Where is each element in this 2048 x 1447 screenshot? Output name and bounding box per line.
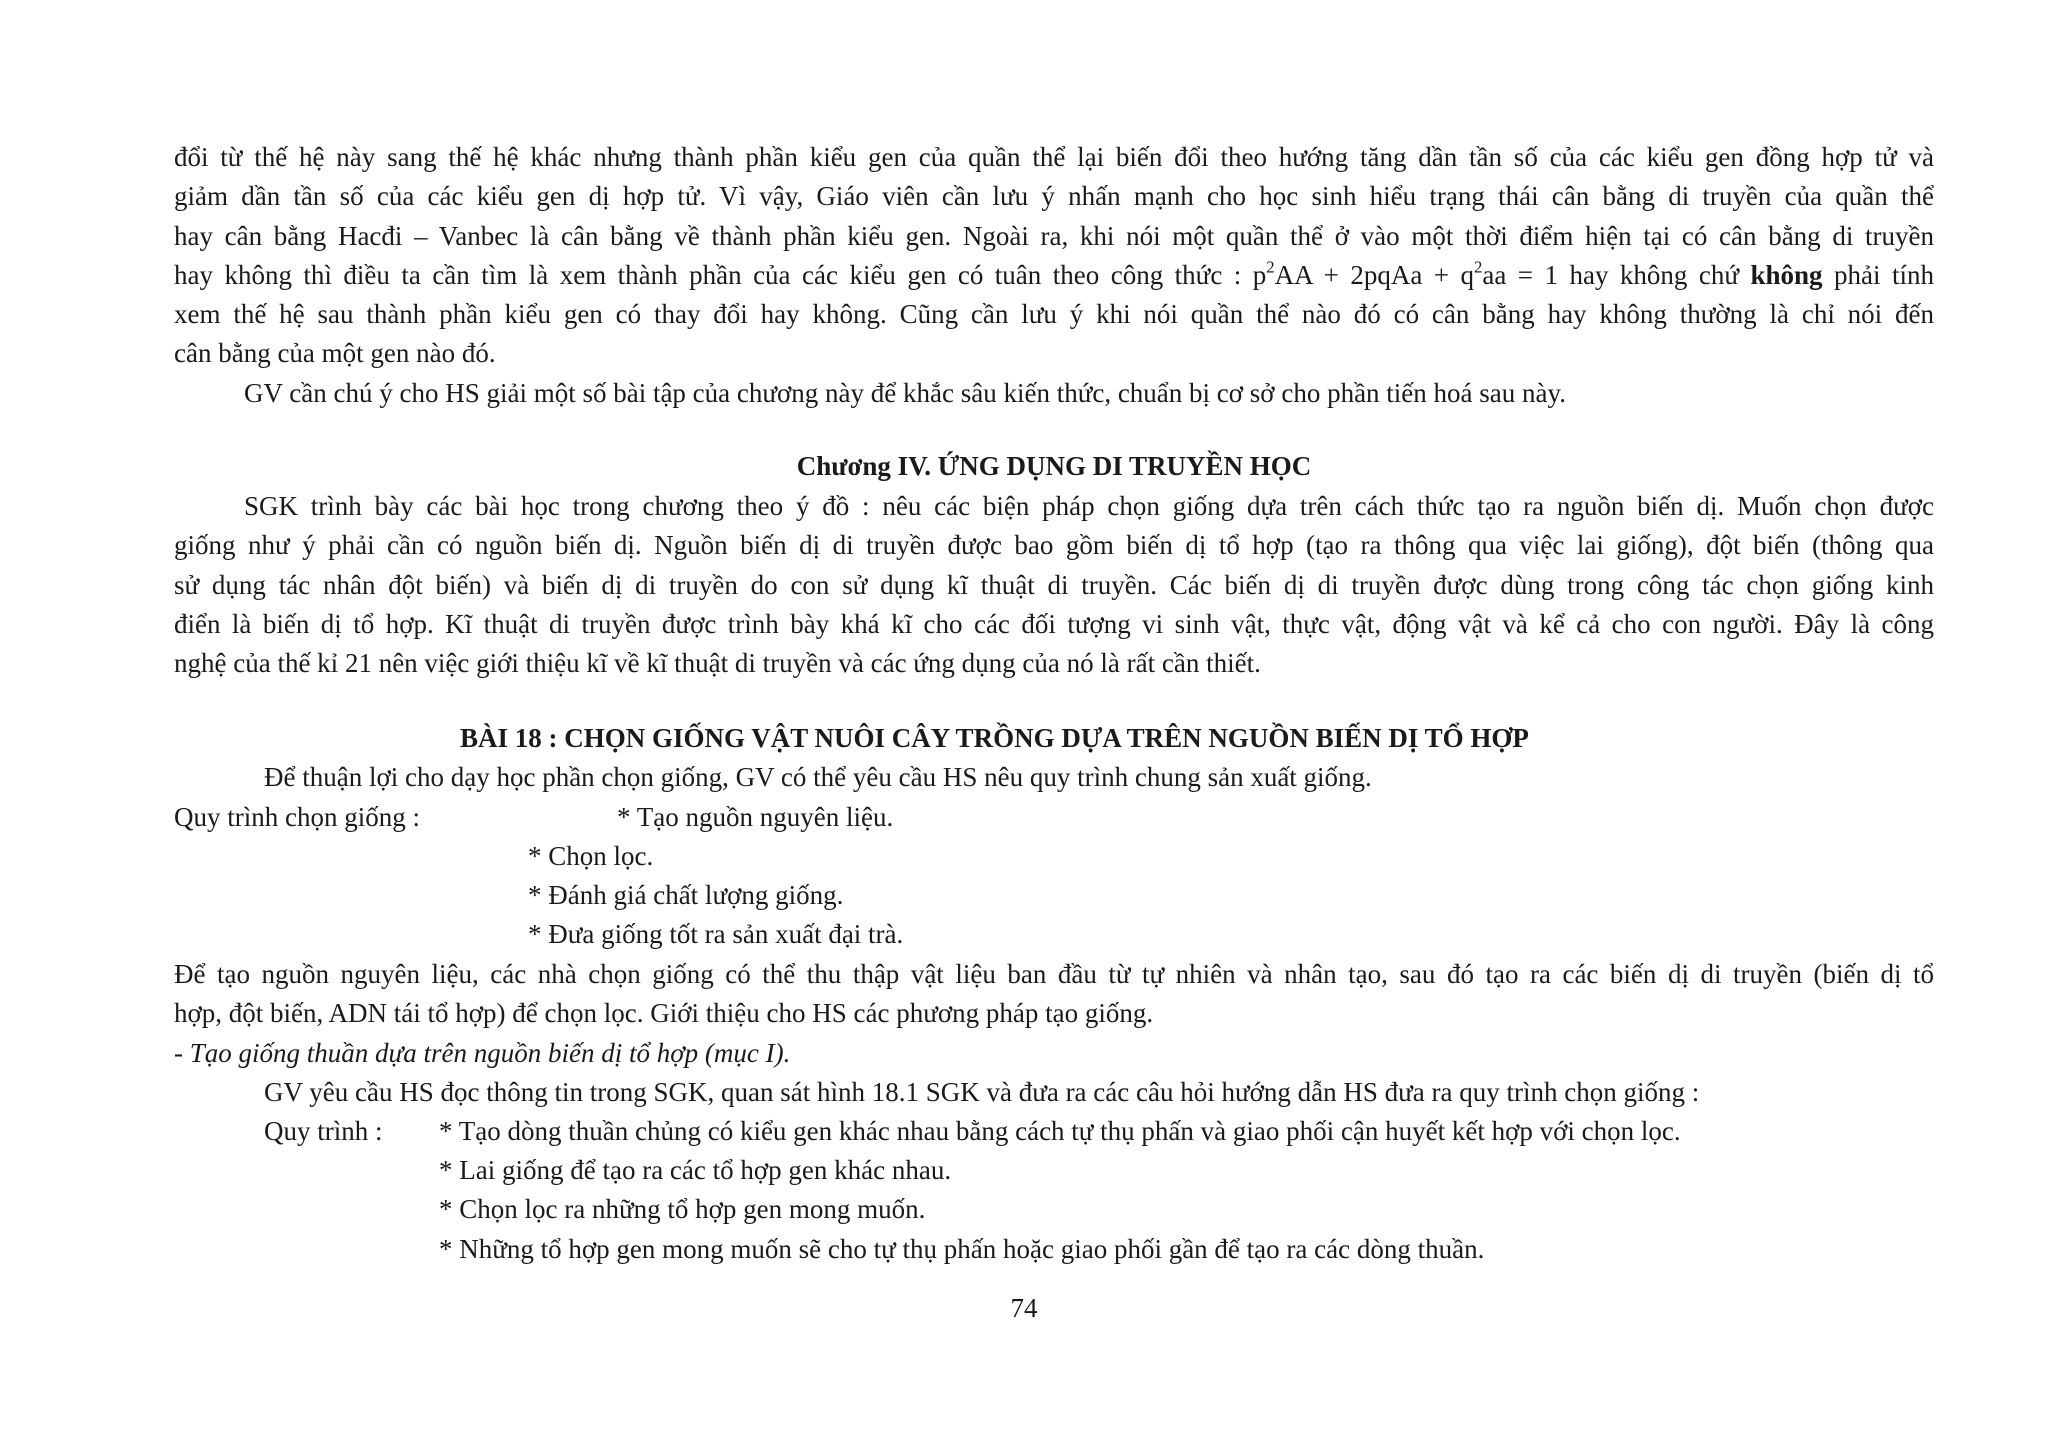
text-line: giảm dần tần số của các kiểu gen dị hợp tử. Vì vậy, Giáo viên cần lưu ý nhấn mạnh cho học sinh hiểu trạng thái cân bằng di truyền của quần thể <box>174 181 1934 212</box>
text-line: hay cân bằng Hacđi – Vanbec là cân bằng về thành phần kiểu gen. Ngoài ra, khi nói một quần thể ở vào một thời điểm hiện tại có cân bằng di truyền <box>174 220 1934 251</box>
note-line: GV cần chú ý cho HS giải một số bài tập của chương này để khắc sâu kiến thức, chuẩn bị cơ sở cho phần tiến hoá sau này. <box>244 377 1566 408</box>
quy-trinh-step: * Chọn lọc ra những tổ hợp gen mong muốn. <box>439 1194 926 1224</box>
intro-paragraph <box>174 138 1934 413</box>
process-step: * Chọn lọc. <box>528 841 654 871</box>
process-label: Quy trình chọn giống : <box>174 802 420 832</box>
formula-text: aa = 1 hay không chứ <box>1482 259 1751 290</box>
lesson-title: BÀI 18 : CHỌN GIỐNG VẬT NUÔI CÂY TRỒNG DỰA TRÊN NGUỒN BIẾN DỊ TỔ HỢP <box>460 723 1529 753</box>
text-line: đổi từ thế hệ này sang thế hệ khác nhưng thành phần kiểu gen của quần thể lại biến đổi theo hướng tăng dần tần số của các kiểu gen đồng hợp tử và <box>174 142 1934 172</box>
quy-trinh-step: * Lai giống để tạo ra các tổ hợp gen khác nhau. <box>439 1155 952 1185</box>
text-line: SGK trình bày các bài học trong chương theo ý đồ : nêu các biện pháp chọn giống dựa trên cách thức tạo ra nguồn biến dị. Muốn chọn được <box>244 491 1934 521</box>
formula-superscript: 2 <box>1473 257 1483 277</box>
text-line: hợp, đột biến, ADN tái tổ hợp) để chọn lọc. Giới thiệu cho HS các phương pháp tạo giống. <box>174 998 1154 1029</box>
formula-text: phải tính <box>1822 259 1934 290</box>
formula-superscript: 2 <box>1266 257 1275 277</box>
lesson-intro: Để thuận lợi cho dạy học phần chọn giống, GV có thể yêu cầu HS nêu quy trình chung sản xuất giống. <box>264 762 1372 792</box>
chapter-paragraph <box>174 487 1934 683</box>
text-line: điển là biến dị tổ hợp. Kĩ thuật di truyền được trình bày khá kĩ cho các đối tượng vi sinh vật, thực vật, động vật và kể cả cho con người. Đây là công <box>174 608 1934 639</box>
emphasis-word: không <box>1750 259 1823 290</box>
text-line: cân bằng của một gen nào đó. <box>174 338 496 369</box>
formula-text: hay không thì điều ta cần tìm là xem thành phần của các kiểu gen có tuân theo công thức : p <box>174 259 1267 290</box>
section-subheading: - Tạo giống thuần dựa trên nguồn biến dị tổ hợp (mục I). <box>174 1037 791 1068</box>
text-line: nghệ của thế kỉ 21 nên việc giới thiệu kĩ về kĩ thuật di truyền và các ứng dụng của nó là rất cần thiết. <box>174 648 1261 679</box>
teacher-note: GV yêu cầu HS đọc thông tin trong SGK, quan sát hình 18.1 SGK và đưa ra các câu hỏi hướng dẫn HS đưa ra quy trình chọn giống : <box>264 1076 1700 1107</box>
quy-trinh-label: Quy trình : <box>264 1116 383 1146</box>
process-step: * Đưa giống tốt ra sản xuất đại trà. <box>528 919 904 949</box>
chapter-title: Chương IV. ỨNG DỤNG DI TRUYỀN HỌC <box>796 451 1312 481</box>
text-line: Để tạo nguồn nguyên liệu, các nhà chọn giống có thể thu thập vật liệu ban đầu từ tự nhiên và nhân tạo, sau đó tạo ra các biến dị di truyền (biến dị tổ <box>174 959 1934 989</box>
page-number: 74 <box>1010 1293 1038 1323</box>
text-line: xem thế hệ sau thành phần kiểu gen có thay đổi hay không. Cũng cần lưu ý khi nói quần thể nào đó có cân bằng hay không thường là chỉ nói đến <box>174 299 1934 330</box>
text-line: giống như ý phải cần có nguồn biến dị. Nguồn biến dị di truyền được bao gồm biến dị tổ hợp (tạo ra thông qua việc lai giống), đột biến (thông qua <box>174 530 1934 561</box>
quy-trinh-step: * Tạo dòng thuần chủng có kiểu gen khác nhau bằng cách tự thụ phấn và giao phối cận huyết kết hợp với chọn lọc. <box>439 1116 1681 1146</box>
text-line: sử dụng tác nhân đột biến) và biến dị di truyền do con sử dụng kĩ thuật di truyền. Các biến dị di truyền được dùng trong công tác chọn giống kinh <box>174 569 1934 600</box>
quy-trinh-step: * Những tổ hợp gen mong muốn sẽ cho tự thụ phấn hoặc giao phối gần để tạo ra các dòng thuần. <box>439 1234 1485 1264</box>
process-step: * Tạo nguồn nguyên liệu. <box>617 802 894 832</box>
process-step: * Đánh giá chất lượng giống. <box>528 880 844 910</box>
formula-line <box>174 256 1934 295</box>
formula-text: AA + 2pqAa + q <box>1274 259 1474 290</box>
material-paragraph <box>174 955 1934 1112</box>
